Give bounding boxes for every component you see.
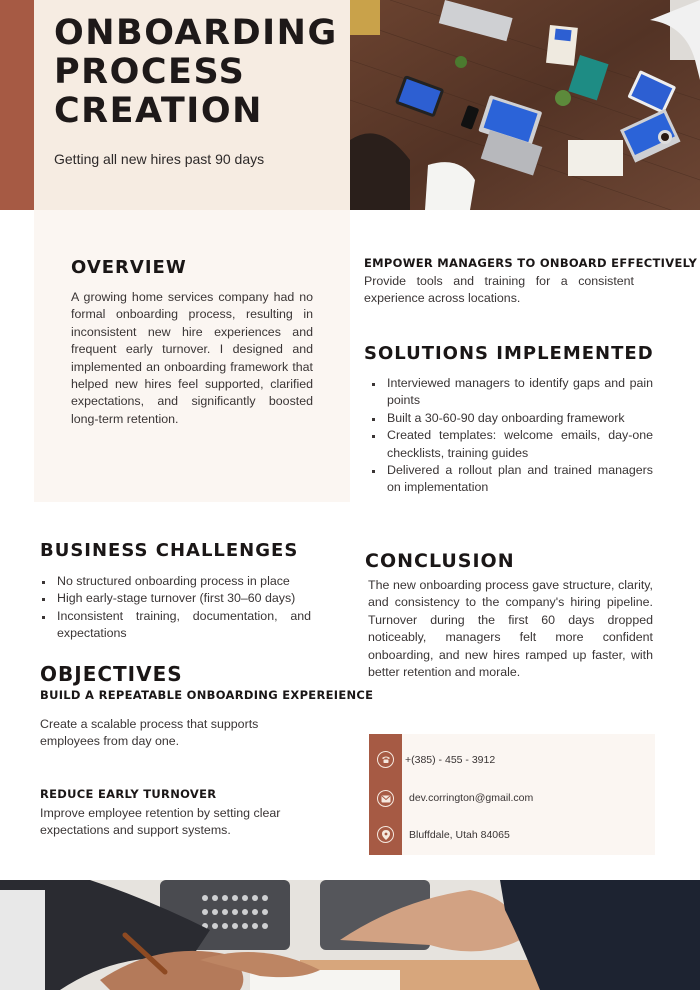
contact-location: Bluffdale, Utah 84065 (409, 829, 510, 841)
conclusion-text: The new onboarding process gave structure, clarity, and consistency to the company's hiring pipeline. Turnover during the first 60 days dropped noticeably, managers felt more confident onboarding, and new hires ramped up faster, with better retention and morale. (368, 578, 653, 680)
contact-email[interactable]: dev.corrington@gmail.com (409, 792, 534, 804)
conclusion-heading: CONCLUSION (365, 550, 515, 572)
page-title (54, 14, 338, 131)
team-meeting-photo (350, 0, 700, 210)
location-pin-icon (377, 826, 394, 843)
business-challenges-list (35, 573, 311, 643)
objective-2-text: Improve employee retention by setting clear expectations and support systems. (40, 806, 281, 838)
title-line-2: PROCESS (54, 52, 246, 92)
title-line-3: CREATION (54, 91, 263, 131)
objectives-heading: OBJECTIVES (40, 662, 183, 686)
business-challenges-heading: BUSINESS CHALLENGES (40, 540, 299, 561)
mail-icon (377, 790, 394, 807)
challenge-item: High early-stage turnover (first 30–60 days) (35, 590, 311, 607)
accent-strip (0, 0, 34, 210)
challenge-item: Inconsistent training, documentation, and expectations (35, 608, 311, 643)
overview-text: A growing home services company had no formal onboarding process, resulting in inconsistent new hire experiences and frequent early turnover. I designed and implemented an onboarding framework that helped new hires feel supported, clarified expectations, and significantly boosted long-term retention. (71, 290, 313, 426)
title-line-1: ONBOARDING (54, 13, 338, 53)
objective-3-heading: EMPOWER MANAGERS TO ONBOARD EFFECTIVELY (364, 256, 698, 270)
solution-item: Interviewed managers to identify gaps and pain points (365, 375, 653, 410)
challenge-item: No structured onboarding process in place (35, 573, 311, 590)
solutions-list (365, 375, 653, 497)
page-subtitle: Getting all new hires past 90 days (54, 151, 265, 167)
objective-1-heading: BUILD A REPEATABLE ONBOARDING EXPEREIENCE (40, 688, 374, 702)
objective-2-heading: REDUCE EARLY TURNOVER (40, 787, 217, 801)
solution-item: Created templates: welcome emails, day-one checklists, training guides (365, 427, 653, 462)
business-meeting-illustration (0, 880, 700, 990)
team-meeting-illustration (350, 0, 700, 210)
solution-item: Delivered a rollout plan and trained managers on implementation (365, 462, 653, 497)
phone-icon (377, 751, 394, 768)
business-meeting-photo (0, 880, 700, 990)
objective-1-text: Create a scalable process that supports employees from day one. (40, 717, 259, 749)
contact-phone[interactable]: +(385) - 455 - 3912 (405, 754, 496, 766)
overview-heading: OVERVIEW (71, 257, 187, 278)
objective-3-text: Provide tools and training for a consistent experience across locations. (364, 274, 634, 306)
solutions-heading: SOLUTIONS IMPLEMENTED (364, 343, 654, 364)
solution-item: Built a 30-60-90 day onboarding framework (365, 410, 653, 427)
